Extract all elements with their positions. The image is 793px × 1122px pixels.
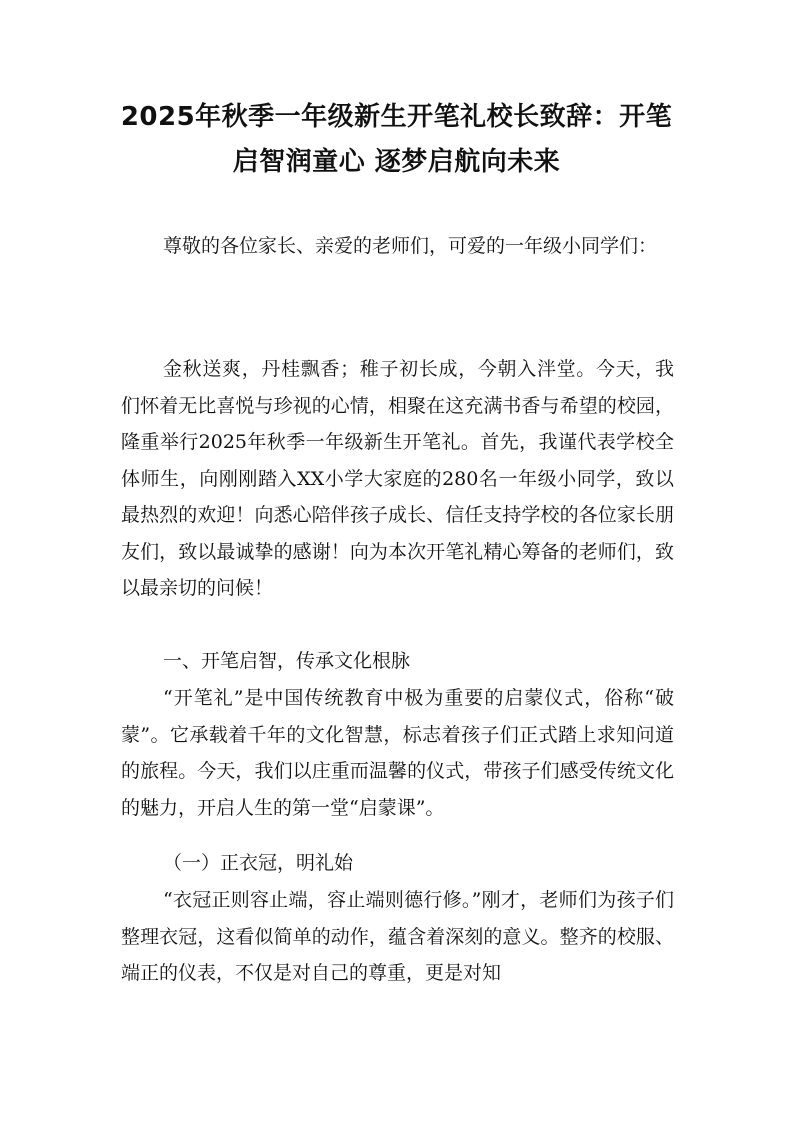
subsection-1-paragraph: “衣冠正则容止端，容止端则德行修。”刚才，老师们为孩子们整理衣冠，这看似简单的动作，蕴含着深刻的意义。整齐的校服、端正的仪表，不仅是对自己的尊重，更是对知 [121,889,674,984]
opening-paragraph: 金秋送爽，丹桂飘香；稚子初长成，今朝入泮堂。今天，我们怀着无比喜悦与珍视的心情，相聚在这充满书香与希望的校园，隆重举行2025年秋季一年级新生开笔礼。首先，我谨代表学校全体师生，向刚刚踏入XX小学大家庭的280名一年级小同学，致以最热烈的欢迎！向悉心陪伴孩子成长、信任支持学校的各位家长朋友们，致以最诚挚的感谢！向为本次开笔礼精心筹备的老师们，致以最亲切的问候！ [121,358,674,599]
greeting-paragraph: 尊敬的各位家长、亲爱的老师们，可爱的一年级小同学们： [163,235,658,257]
section-heading-1: 一、开笔启智，传承文化根脉 [163,650,411,672]
subsection-heading-1: （一）正衣冠，明礼始 [163,852,354,874]
section-1-paragraph: “开笔礼”是中国传统教育中极为重要的启蒙仪式，俗称“破蒙”。它承载着千年的文化智慧，标志着孩子们正式踏上求知问道的旅程。今天，我们以庄重而温馨的仪式，带孩子们感受传统文化的魅力，开启人生的第一堂“启蒙课”。 [121,687,674,819]
document-title-line-2: 启智润童心 逐梦启航向未来 [232,147,561,177]
document-title-line-1: 2025年秋季一年级新生开笔礼校长致辞：开笔 [120,102,673,132]
